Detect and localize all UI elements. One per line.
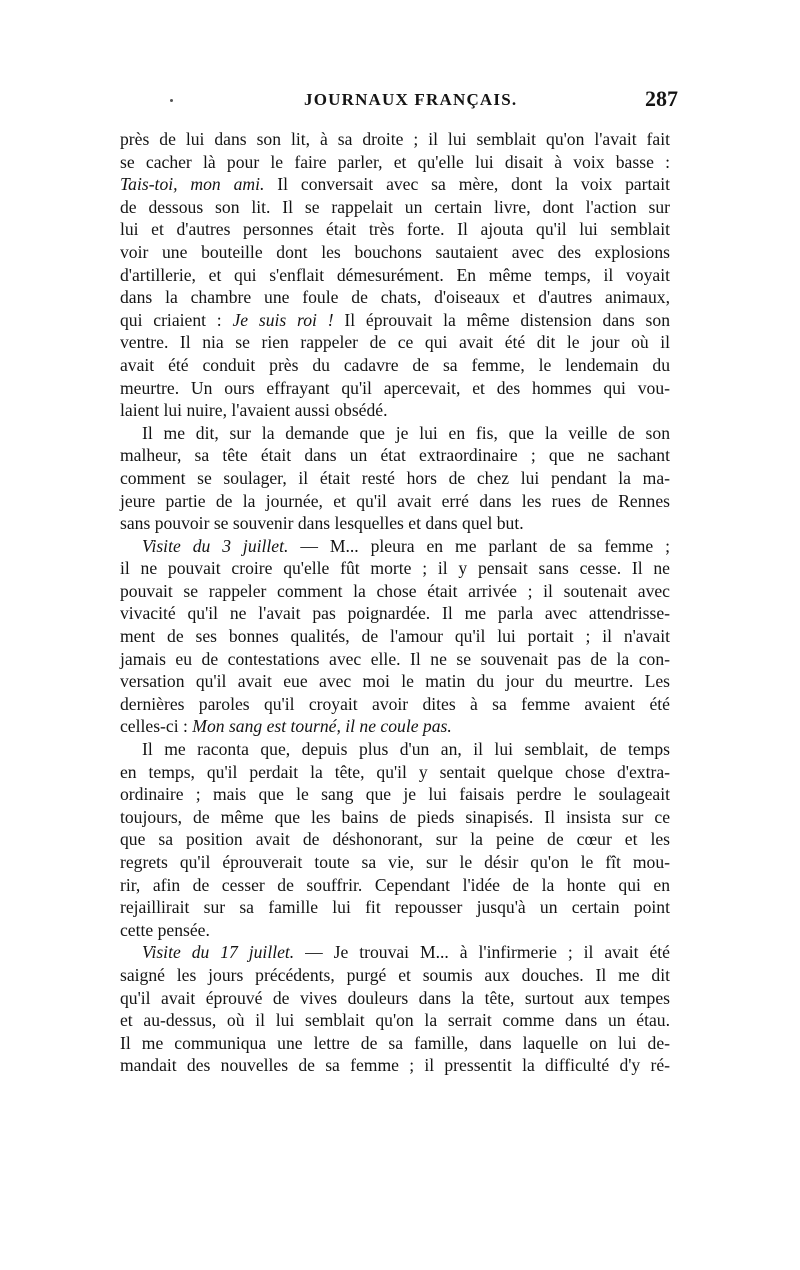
line-text: mandait des nouvelles de sa femme ; il pressentit la difficulté d'y ré- [120,1055,670,1076]
line-text: — M... pleura en me parlant de sa femme ; [288,535,670,556]
text-line [120,218,670,241]
running-title: JOURNAUX FRANÇAIS. [304,90,518,109]
text-line [120,557,670,580]
text-line [120,625,670,648]
line-text: cette pensée. [120,919,210,940]
text-line [120,648,670,671]
text-line [120,896,670,919]
line-text: ordinaire ; mais que le sang que je lui faisais perdre le soulageait [120,784,670,805]
line-text: se cacher là pour le faire parler, et qu'elle lui disait à voix basse : [120,151,670,172]
text-line [120,919,670,942]
line-text: ventre. Il nia se rien rappeler de ce qui avait été dit le jour où il [120,332,670,353]
line-text: celles-ci : [120,716,193,737]
italic-phrase: Je suis roi ! [232,309,334,330]
line-text: dans la chambre une foule de chats, d'oiseaux et d'autres animaux, [120,287,670,308]
line-text: saigné les jours précédents, purgé et soumis aux douches. Il me dit [120,964,670,985]
text-line [120,173,670,196]
text-line [120,444,670,467]
text-line [120,128,670,151]
line-text: vivacité qu'il ne l'avait pas poignardée. Il me parla avec attendrisse- [120,603,670,624]
text-line [120,399,670,422]
line-text: Il me communiqua une lettre de sa famille, dans laquelle on lui de- [120,1032,670,1053]
text-line [120,964,670,987]
line-text: rejaillirait sur sa famille lui fit repousser jusqu'à un certain point [120,897,670,918]
text-line [120,715,670,738]
line-text: voir une bouteille dont les bouchons sautaient avec des explosions [120,241,670,262]
text-line [120,196,670,219]
text-line [120,1032,670,1055]
line-text: qui criaient : [120,309,233,330]
text-line [120,309,670,332]
text-line [120,761,670,784]
text-line [120,241,670,264]
page-number: 287 [645,86,678,111]
text-line [120,580,670,603]
line-text: meurtre. Un ours effrayant qu'il apercevait, et des hommes qui vou- [120,377,670,398]
text-line [120,151,670,174]
text-line [120,851,670,874]
text-line [120,987,670,1010]
text-line [120,286,670,309]
line-text: jeure partie de la journée, et qu'il avait erré dans les rues de Rennes [120,490,670,511]
line-text: et au-dessus, où il lui semblait qu'on la serrait comme dans un étau. [120,1010,670,1031]
text-line [120,467,670,490]
body-text [120,128,670,1077]
line-text: Il me raconta que, depuis plus d'un an, il lui semblait, de temps [142,739,670,760]
line-text: versation qu'il avait eue avec moi le matin du jour du meurtre. Les [120,671,670,692]
line-text: laient lui nuire, l'avaient aussi obsédé. [120,400,388,421]
page-header [118,86,678,118]
line-text: lui et d'autres personnes était très forte. Il ajouta qu'il lui semblait [120,219,670,240]
italic-phrase: Visite du 3 juillet. [142,535,289,556]
text-line [120,783,670,806]
line-text: près de lui dans son lit, à sa droite ; il lui semblait qu'on l'avait fait [120,129,670,149]
line-text: dernières paroles qu'il croyait avoir dites à sa femme avaient été [120,693,670,714]
line-text: regrets qu'il éprouverait toute sa vie, sur le désir qu'on le fît mou- [120,852,670,872]
text-line [120,331,670,354]
line-text: Il me dit, sur la demande que je lui en fis, que la veille de son [142,422,670,443]
italic-phrase: Mon sang est tourné, il ne coule pas. [192,716,452,737]
text-line [120,941,670,964]
line-text: il ne pouvait croire qu'elle fût morte ; il y pensait sans cesse. Il ne [120,558,670,579]
line-text: rir, afin de cesser de souffrir. Cependant l'idée de la honte qui en [120,874,670,895]
text-line [120,512,670,535]
text-line [120,602,670,625]
text-line [120,738,670,761]
text-line [120,1009,670,1032]
text-line [120,535,670,558]
line-text: sans pouvoir se souvenir dans lesquelles et dans quel but. [120,513,524,534]
text-line [120,693,670,716]
header-ornament-dot [170,99,173,102]
text-line [120,354,670,377]
text-line [120,264,670,287]
line-text: — Je trouvai M... à l'infirmerie ; il avait été [294,942,670,963]
text-line [120,828,670,851]
text-line [120,422,670,445]
text-line [120,670,670,693]
line-text: Il éprouvait la même distension dans son [333,309,670,330]
line-text: pouvait se rappeler comment la chose était arrivée ; il soutenait avec [120,580,670,601]
line-text: ment de ses bonnes qualités, de l'amour qu'il lui portait ; il n'avait [120,626,670,647]
line-text: Il conversait avec sa mère, dont la voix partait [264,174,671,195]
line-text: comment se soulager, il était resté hors de chez lui pendant la ma- [120,467,670,488]
text-line [120,806,670,829]
italic-phrase: Tais-toi, mon ami. [120,174,265,195]
text-line [120,377,670,400]
text-line [120,1054,670,1077]
line-text: que sa position avait de déshonorant, sur la peine de cœur et les [120,829,670,850]
line-text: en temps, qu'il perdait la tête, qu'il y sentait quelque chose d'extra- [120,761,670,782]
line-text: toujours, de même que les bains de pieds sinapisés. Il insista sur ce [120,806,670,827]
line-text: qu'il avait éprouvé de vives douleurs dans la tête, surtout aux tempes [120,987,670,1008]
line-text: jamais eu de contestations avec elle. Il ne se souvenait pas de la con- [120,648,670,669]
line-text: de dessous son lit. Il se rappelait un certain livre, dont l'action sur [120,196,670,217]
text-line [120,874,670,897]
text-line [120,490,670,513]
line-text: avait été conduit près du cadavre de sa femme, le lendemain du [120,354,670,375]
line-text: d'artillerie, et qui s'enflait démesurément. En même temps, il voyait [120,264,670,285]
line-text: malheur, sa tête était dans un état extraordinaire ; que ne sachant [120,445,670,466]
italic-phrase: Visite du 17 juillet. [142,942,295,963]
